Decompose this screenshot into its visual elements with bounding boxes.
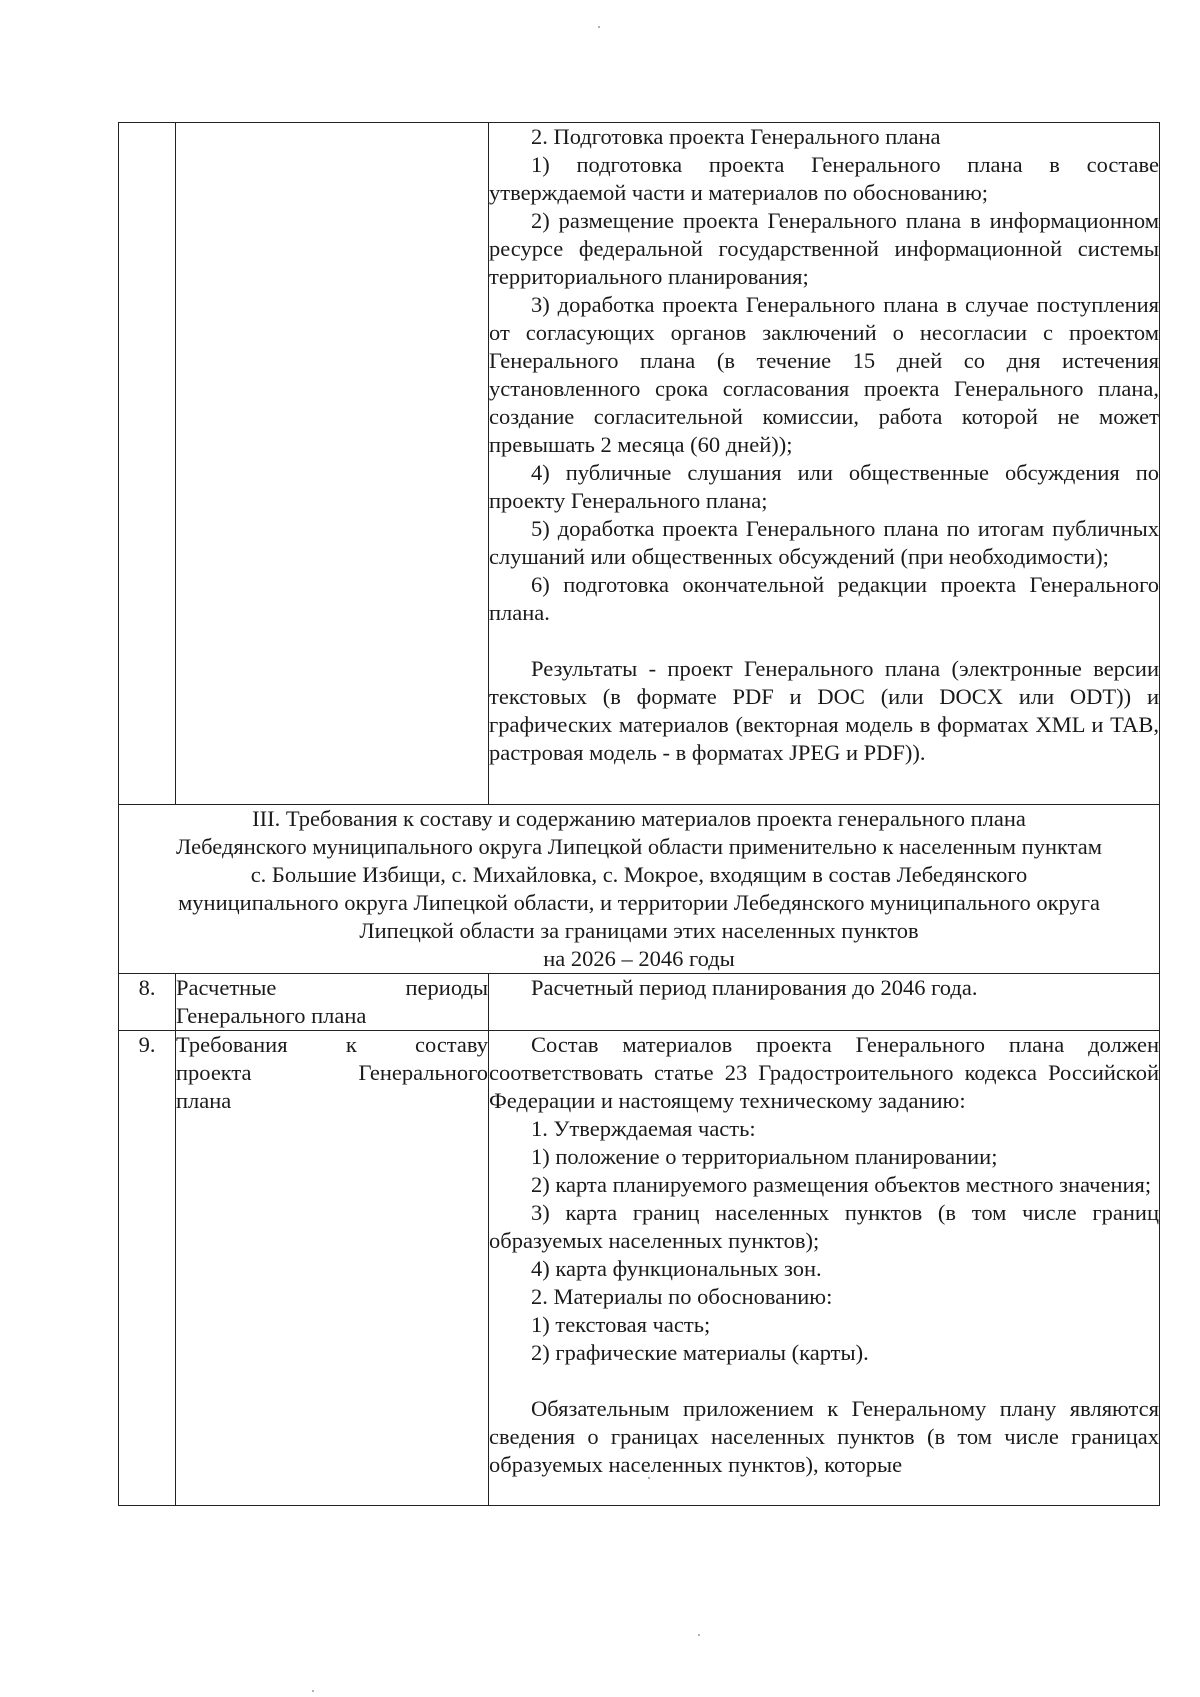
paragraph: 2) размещение проекта Генерального плана в информационном ресурсе федеральной государственной информационной системы территориального планирования;	[489, 208, 1159, 289]
requirements-table	[118, 122, 1160, 1506]
label-word: периоды	[405, 975, 488, 1000]
paragraph: 2. Материалы по обоснованию:	[531, 1284, 833, 1309]
table-row	[119, 123, 1160, 805]
label-cell	[176, 123, 489, 805]
paragraph: 1. Утверждаемая часть:	[531, 1116, 756, 1141]
paragraph: 2) карта планируемого размещения объектов местного значения;	[531, 1172, 1152, 1197]
table-row	[119, 974, 1160, 1031]
label-word: Расчетные	[176, 975, 277, 1000]
paragraph: 4) карта функциональных зон.	[531, 1256, 822, 1281]
label-word: к	[345, 1032, 357, 1057]
paragraph: 1) положение о территориальном планировании;	[531, 1144, 998, 1169]
paragraph: 2. Подготовка проекта Генерального плана	[531, 124, 941, 149]
scan-speck	[312, 1690, 314, 1692]
paragraph: 3) доработка проекта Генерального плана в случае поступления от согласующих органов заключений о несогласии с проектом Генерального плана (в течение 15 дней со дня истечения установленного срока согласования проекта Генерального плана, создание согласительной комиссии, работа которой не может превышать 2 месяца (60 дней));	[489, 292, 1159, 457]
number-cell	[119, 123, 176, 805]
scan-speck	[648, 1477, 650, 1479]
paragraph: 5) доработка проекта Генерального плана по итогам публичных слушаний или общественных обсуждений (при необходимости);	[489, 516, 1159, 569]
content-cell	[489, 1031, 1160, 1506]
heading-line: с. Большие Избищи, с. Михайловка, с. Мокрое, входящим в состав Лебедянского	[250, 862, 1028, 887]
heading-line: муниципального округа Липецкой области, и территории Лебедянского муниципального округа	[178, 890, 1100, 915]
paragraph: 2) графические материалы (карты).	[531, 1340, 869, 1365]
paragraph: 4) публичные слушания или общественные обсуждения по проекту Генерального плана;	[489, 460, 1159, 513]
heading-line: на 2026 – 2046 годы	[543, 946, 735, 971]
paragraph: 6) подготовка окончательной редакции проекта Генерального плана.	[489, 572, 1159, 625]
section-heading	[119, 805, 1160, 974]
row-number: 9.	[119, 1031, 176, 1506]
section-heading-row	[119, 805, 1160, 974]
label-word: Генерального	[358, 1060, 488, 1085]
table-row	[119, 1031, 1160, 1506]
heading-line: Лебедянского муниципального округа Липецкой области применительно к населенным пунктам	[176, 834, 1102, 859]
label-word: Требования	[176, 1032, 288, 1057]
content-cell	[489, 974, 1160, 1031]
row-label	[176, 1031, 489, 1506]
row-number: 8.	[119, 974, 176, 1031]
row-label	[176, 974, 489, 1031]
label-line: плана	[176, 1088, 232, 1113]
heading-line: Липецкой области за границами этих населенных пунктов	[359, 918, 919, 943]
paragraph: Расчетный период планирования до 2046 года.	[531, 975, 978, 1000]
paragraph: Результаты - проект Генерального плана (электронные версии текстовых (в формате PDF и DOC (или DOCX или ODT)) и графических материалов (векторная модель в форматах XML и TAB, растровая модель - в форматах JPEG и PDF)).	[489, 656, 1159, 765]
content-cell	[489, 123, 1160, 805]
scan-speck	[598, 26, 600, 28]
paragraph: 1) подготовка проекта Генерального плана в составе утверждаемой части и материалов по обоснованию;	[489, 152, 1159, 205]
heading-line: III. Требования к составу и содержанию материалов проекта генерального плана	[252, 806, 1026, 831]
label-line: Генерального плана	[176, 1003, 367, 1028]
paragraph: Состав материалов проекта Генерального плана должен соответствовать статье 23 Градостроительного кодекса Российской Федерации и настоящему техническому заданию:	[489, 1032, 1159, 1113]
paragraph: 1) текстовая часть;	[531, 1312, 711, 1337]
paragraph: Обязательным приложением к Генеральному плану являются сведения о границах населенных пунктов (в том числе границах образуемых населенных пунктов), которые	[489, 1396, 1159, 1477]
paragraph: 3) карта границ населенных пунктов (в том числе границ образуемых населенных пунктов);	[489, 1200, 1159, 1253]
scan-speck	[698, 1634, 700, 1636]
label-word: составу	[415, 1032, 488, 1057]
label-word: проекта	[176, 1060, 252, 1085]
